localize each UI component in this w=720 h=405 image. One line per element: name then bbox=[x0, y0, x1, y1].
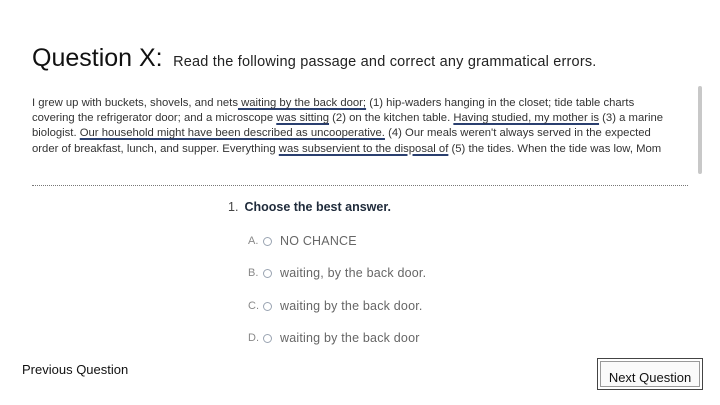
underlined-passage-segment: was subservient to the disposal of bbox=[278, 142, 449, 155]
answer-area bbox=[228, 200, 528, 345]
underlined-passage-segment: Our household might have been described as uncooperative. bbox=[79, 127, 385, 140]
question-prompt-text: Choose the best answer. bbox=[244, 200, 392, 214]
option-text: NO CHANCE bbox=[280, 234, 357, 248]
passage-segment: (4) Our meals weren't always served in the expected order of breakfast, lunch, and supper. Everything bbox=[32, 127, 651, 155]
question-instruction: Read the following passage and correct any grammatical errors. bbox=[173, 54, 597, 70]
option-letter: C. bbox=[248, 300, 259, 312]
option-b[interactable] bbox=[248, 266, 426, 280]
passage-segment: (2) on the kitchen table. bbox=[329, 112, 454, 125]
radio-button[interactable] bbox=[263, 237, 272, 246]
passage-segment: (5) the tides. When the tide was low, Mom bbox=[448, 142, 662, 155]
underlined-passage-segment: waiting by the back door; bbox=[237, 97, 367, 109]
option-text: waiting, by the back door. bbox=[280, 266, 427, 280]
option-text: waiting by the back door. bbox=[280, 299, 423, 313]
dotted-divider bbox=[32, 185, 688, 186]
option-a[interactable] bbox=[248, 234, 357, 248]
passage-box bbox=[32, 96, 688, 188]
option-letter: A. bbox=[248, 235, 259, 247]
passage-text bbox=[32, 96, 688, 157]
scrollbar-thumb[interactable] bbox=[698, 86, 702, 174]
option-letter: D. bbox=[248, 332, 259, 344]
question-heading bbox=[32, 44, 597, 73]
option-c[interactable] bbox=[248, 299, 423, 313]
option-text: waiting by the back door bbox=[280, 331, 420, 345]
radio-button[interactable] bbox=[263, 302, 272, 311]
passage-segment: I grew up with buckets, shovels, and nets bbox=[32, 97, 238, 109]
passage-segment: (3) a marine biologist. bbox=[32, 112, 664, 140]
previous-question-button[interactable]: Previous Question bbox=[22, 362, 129, 377]
next-question-button[interactable]: Next Question bbox=[597, 358, 703, 390]
question-label: Question X: bbox=[32, 44, 163, 72]
underlined-passage-segment: Having studied, my mother is bbox=[453, 112, 600, 125]
option-letter: B. bbox=[248, 267, 259, 279]
passage-segment: (1) hip-waders hanging in the closet; tide table charts covering the refrigerator door; and a microscope bbox=[32, 97, 635, 125]
passage-scrollbar[interactable] bbox=[698, 86, 702, 186]
underlined-passage-segment: was sitting bbox=[276, 112, 330, 125]
radio-button[interactable] bbox=[263, 334, 272, 343]
option-d[interactable] bbox=[248, 331, 420, 345]
question-number: 1. bbox=[228, 200, 239, 214]
radio-button[interactable] bbox=[263, 269, 272, 278]
question-prompt bbox=[228, 200, 528, 214]
